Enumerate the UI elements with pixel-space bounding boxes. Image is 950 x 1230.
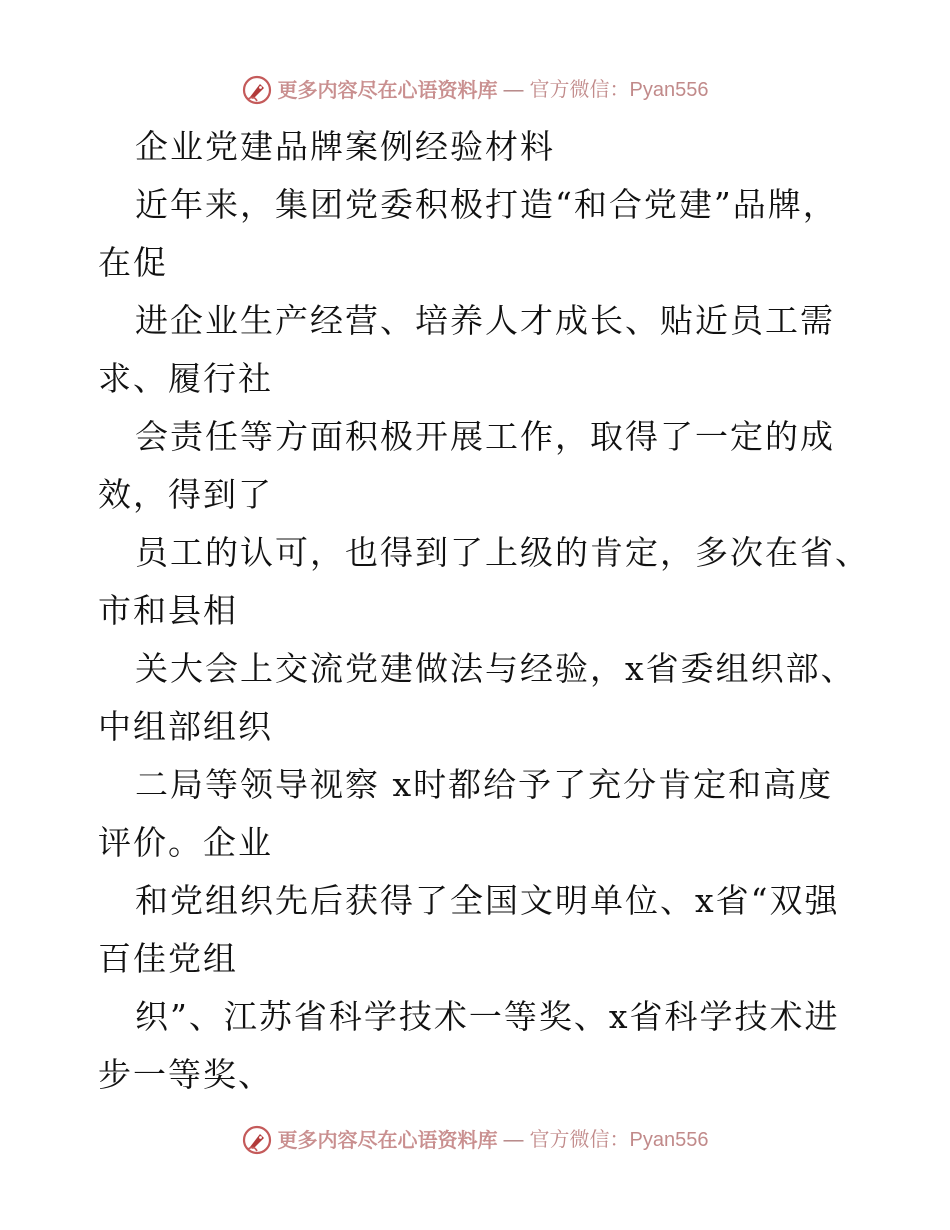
paragraph-line: 中组部组织 xyxy=(98,707,273,746)
paragraph-line: 员工的认可，也得到了上级的肯定，多次在省、 xyxy=(135,533,870,572)
watermark-main-text: 更多内容尽在心语资料库 xyxy=(277,1128,498,1152)
pen-nib-icon xyxy=(242,1125,272,1155)
watermark-wechat-text: 官方微信：Pyan556 xyxy=(529,79,709,101)
paragraph-line: 在促 xyxy=(98,243,168,282)
watermark-wechat-text: 官方微信：Pyan556 xyxy=(529,1129,709,1151)
watermark-dash: — xyxy=(503,1129,524,1151)
document-title: 企业党建品牌案例经验材料 xyxy=(135,127,555,166)
paragraph-line: 会责任等方面积极开展工作，取得了一定的成 xyxy=(135,417,835,456)
paragraph-line: 和党组织先后获得了全国文明单位、x省“双强 xyxy=(135,881,840,920)
document-body xyxy=(98,118,870,1104)
paragraph-line: 评价。企业 xyxy=(98,823,273,862)
watermark-dash: — xyxy=(503,79,524,101)
pen-nib-icon xyxy=(242,75,272,105)
paragraph-line: 求、履行社 xyxy=(98,359,273,398)
paragraph-line: 关大会上交流党建做法与经验，x省委组织部、 xyxy=(135,649,856,688)
paragraph-line: 步一等奖、 xyxy=(98,1055,273,1094)
paragraph-line: 织”、江苏省科学技术一等奖、x省科学技术进 xyxy=(135,997,840,1036)
paragraph-line: 市和县相 xyxy=(98,591,238,630)
paragraph-line: 近年来，集团党委积极打造“和合党建”品牌， xyxy=(135,185,838,224)
paragraph-line: 效，得到了 xyxy=(98,475,273,514)
header-watermark xyxy=(0,73,950,107)
paragraph-line: 百佳党组 xyxy=(98,939,238,978)
paragraph-line: 二局等领导视察 x时都给予了充分肯定和高度 xyxy=(135,765,834,804)
footer-watermark xyxy=(0,1123,950,1157)
paragraph-line: 进企业生产经营、培养人才成长、贴近员工需 xyxy=(135,301,835,340)
watermark-main-text: 更多内容尽在心语资料库 xyxy=(277,78,498,102)
